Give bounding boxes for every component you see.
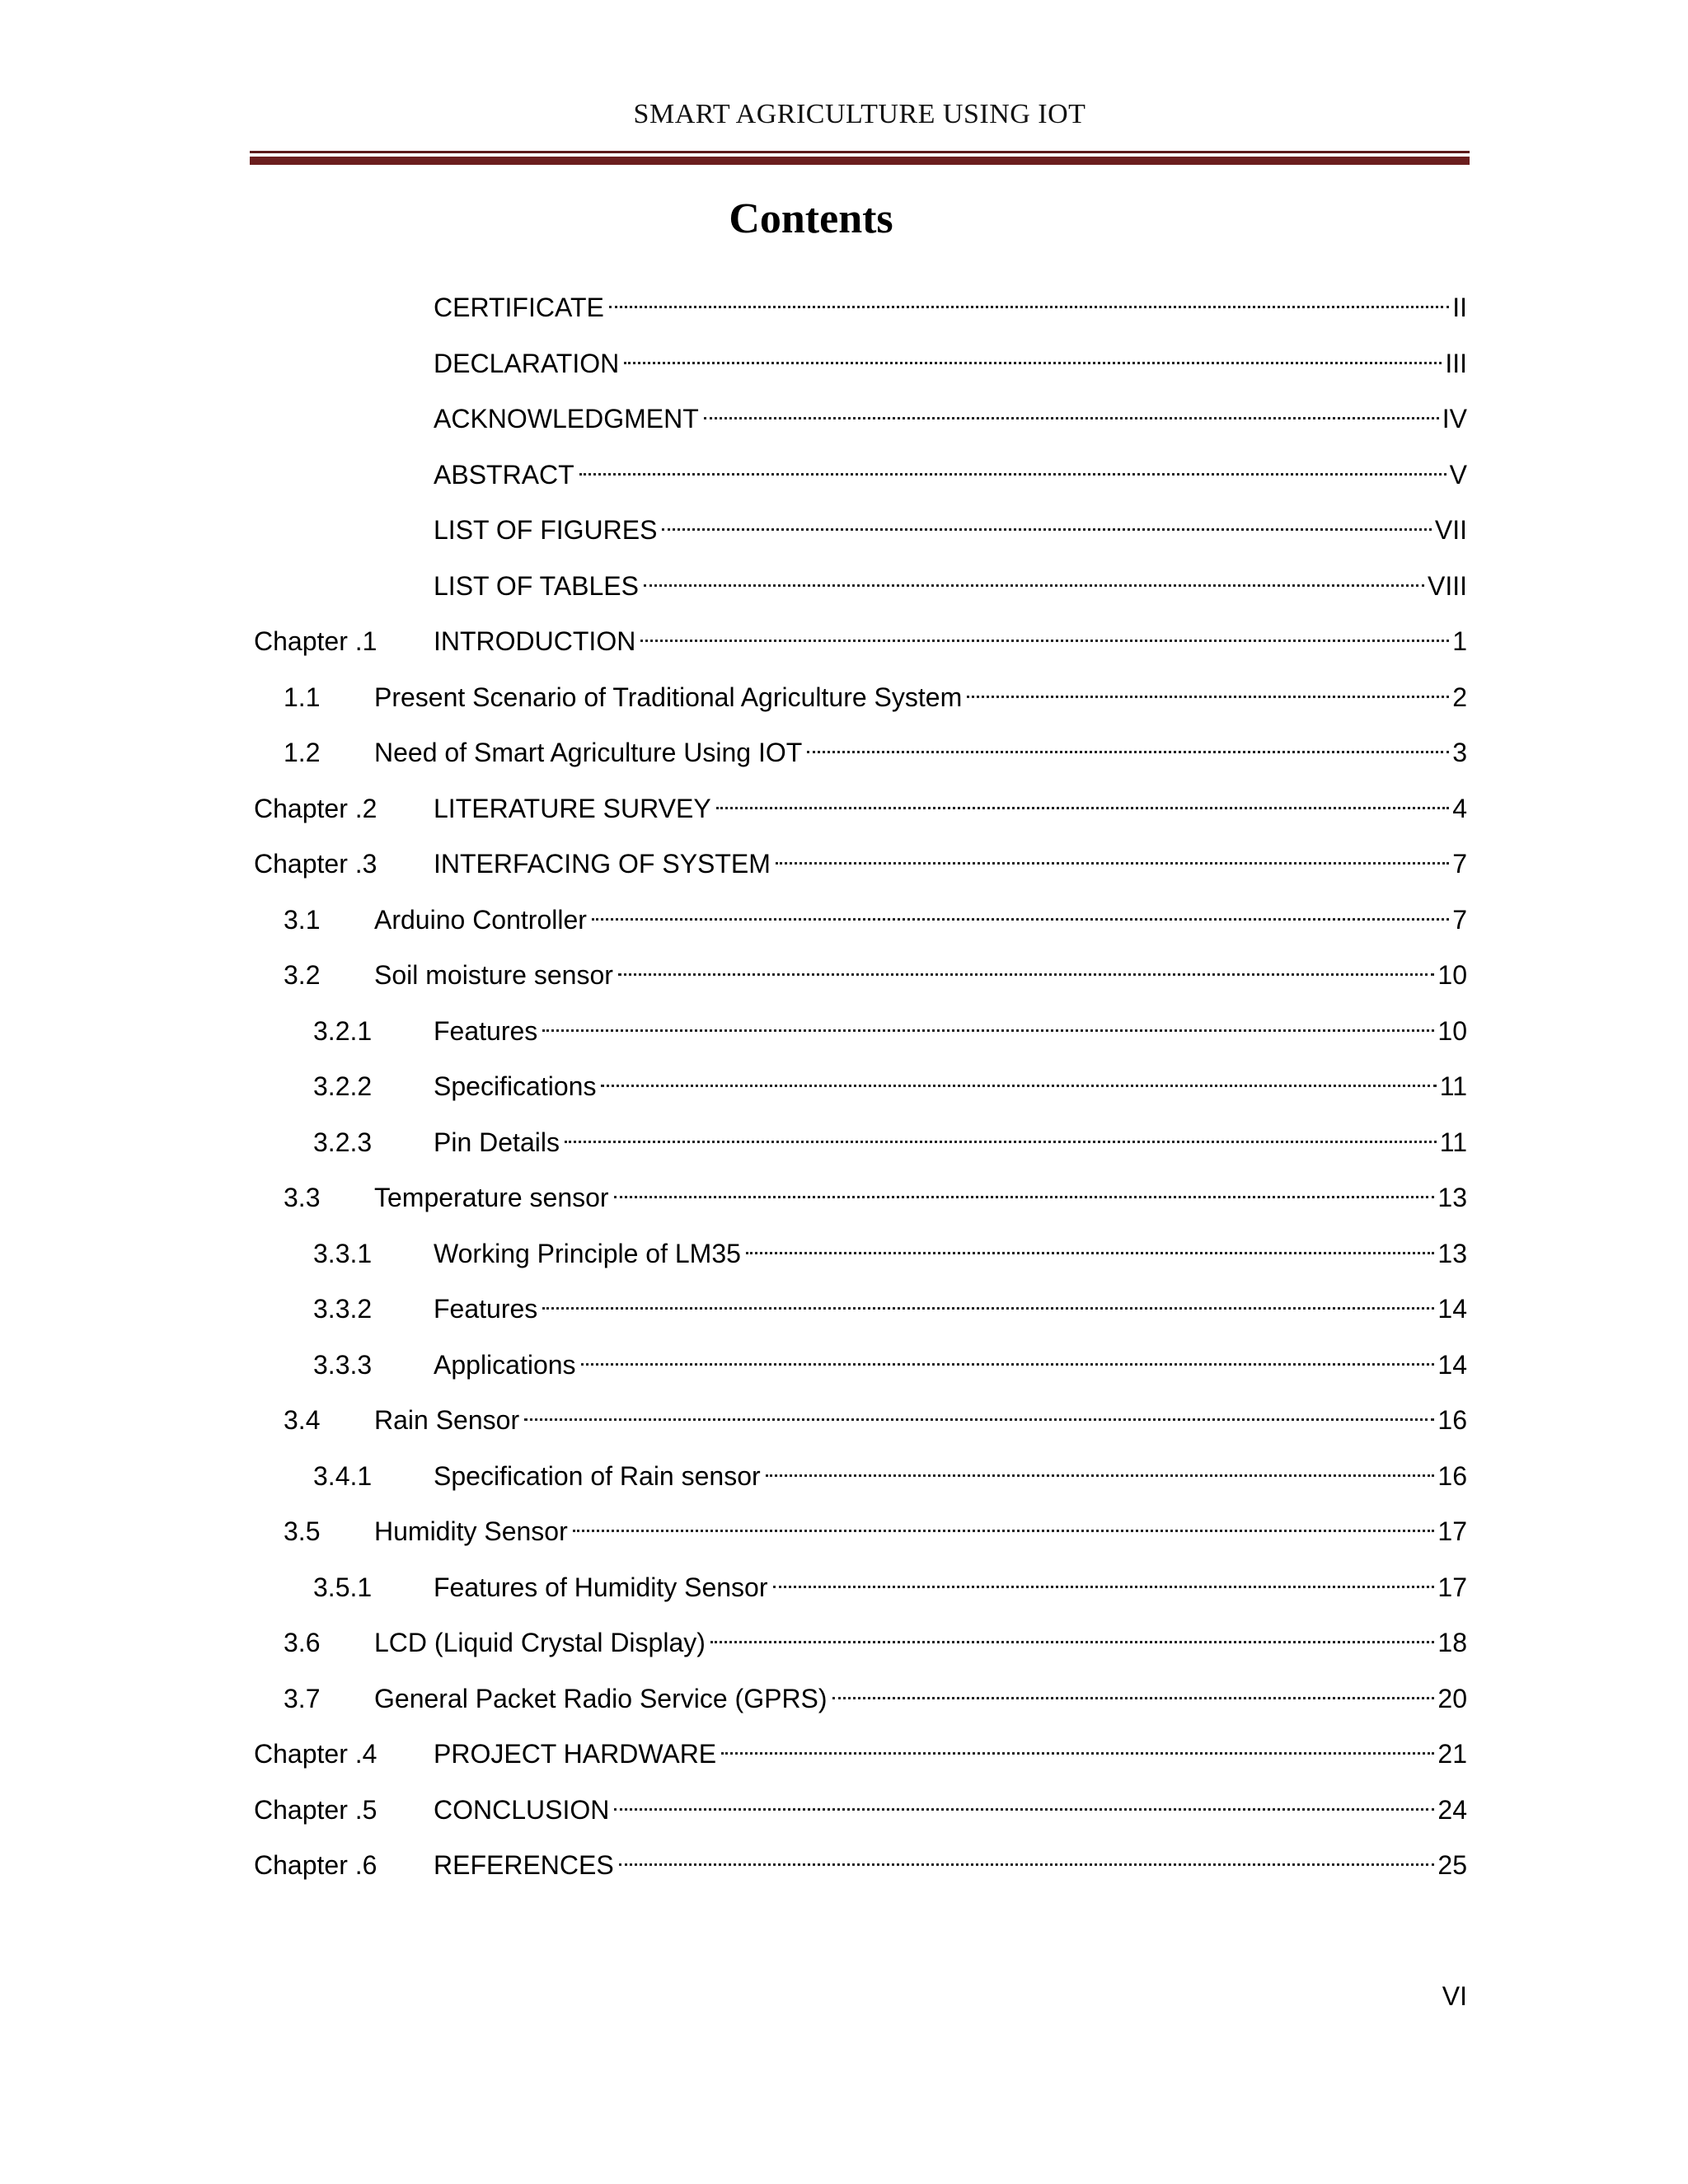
toc-entry-page: 14 (1437, 1349, 1467, 1380)
toc-dot-leader (773, 1558, 1435, 1596)
toc-entry-label: Soil moisture sensor (374, 960, 613, 990)
toc-entry-label: Arduino Controller (374, 904, 587, 935)
toc-entry[interactable] (254, 891, 1467, 947)
toc-dot-leader (746, 1225, 1435, 1263)
toc-dot-leader (542, 1002, 1434, 1040)
toc-dot-leader (618, 946, 1435, 984)
toc-entry-label: INTERFACING OF SYSTEM (434, 849, 771, 879)
toc-entry-label: Features (434, 1015, 538, 1046)
toc-entry-label: Applications (434, 1349, 576, 1380)
running-header: SMART AGRICULTURE USING IOT (633, 99, 1086, 129)
toc-entry-number: Chapter .4 (254, 1739, 377, 1769)
toc-dot-leader (662, 501, 1431, 539)
toc-entry[interactable] (254, 557, 1467, 613)
toc-entry-number: 3.2.1 (313, 1015, 373, 1046)
toc-entry[interactable] (254, 1670, 1467, 1726)
toc-entry[interactable] (254, 1169, 1467, 1225)
page-number: VI (1442, 1981, 1467, 2011)
toc-entry-label: Need of Smart Agriculture Using IOT (374, 738, 803, 767)
toc-dot-leader (579, 446, 1447, 484)
toc-entry-number: 3.4.1 (313, 1460, 373, 1491)
toc-entry-number: 3.2.3 (313, 1127, 373, 1157)
toc-dot-leader (573, 1502, 1435, 1540)
toc-dot-leader (601, 1057, 1436, 1095)
toc-entry[interactable] (254, 835, 1467, 891)
toc-dot-leader (716, 780, 1450, 818)
toc-entry-number: 3.5.1 (313, 1572, 373, 1602)
toc-entry-number: 3.4 (284, 1405, 321, 1435)
toc-entry-page: 4 (1452, 793, 1467, 823)
toc-entry-label: INTRODUCTION (434, 626, 636, 656)
toc-dot-leader (807, 724, 1449, 762)
toc-entry-label: Specifications (434, 1071, 597, 1101)
toc-entry-label: Present Scenario of Traditional Agriculture System (374, 682, 963, 712)
toc-entry-label: Features (434, 1294, 538, 1324)
toc-entry-page: 10 (1437, 1015, 1467, 1046)
toc-entry-label: LCD (Liquid Crystal Display) (374, 1628, 706, 1657)
toc-dot-leader (967, 668, 1449, 706)
toc-entry[interactable] (254, 612, 1467, 668)
header-rule-thin (250, 151, 1470, 153)
toc-entry-label: PROJECT HARDWARE (434, 1739, 717, 1769)
toc-entry-label: Pin Details (434, 1127, 560, 1157)
toc-entry-number: 3.5 (284, 1516, 321, 1546)
toc-entry-page: 13 (1437, 1238, 1467, 1268)
toc-entry-label: LIST OF TABLES (434, 570, 639, 601)
toc-entry[interactable] (254, 1057, 1467, 1113)
toc-entry-number: Chapter .1 (254, 626, 377, 656)
toc-entry-page: VII (1434, 515, 1467, 545)
toc-dot-leader (609, 279, 1449, 316)
toc-entry[interactable] (254, 1725, 1467, 1781)
toc-entry-label: Temperature sensor (374, 1183, 609, 1212)
toc-entry[interactable] (254, 1614, 1467, 1670)
toc-entry-page: 11 (1439, 1071, 1467, 1101)
toc-entry-page: 16 (1437, 1460, 1467, 1491)
toc-entry-label: DECLARATION (434, 348, 620, 378)
toc-dot-leader (542, 1280, 1434, 1318)
toc-entry[interactable] (254, 668, 1467, 724)
toc-entry-page: 17 (1437, 1516, 1467, 1546)
toc-entry[interactable] (254, 390, 1467, 446)
toc-entry-page: 13 (1437, 1183, 1467, 1212)
contents-title: Contents (729, 195, 893, 242)
toc-entry[interactable] (254, 1781, 1467, 1837)
header-rule-thick (250, 157, 1470, 165)
toc-entry-label: REFERENCES (434, 1850, 614, 1880)
toc-entry[interactable] (254, 780, 1467, 836)
toc-entry-page: 1 (1452, 626, 1467, 656)
toc-entry-number: 3.3 (284, 1183, 321, 1212)
toc-entry-page: II (1452, 293, 1467, 322)
toc-entry-label: ABSTRACT (434, 459, 574, 490)
toc-dot-leader (766, 1447, 1435, 1485)
toc-entry-page: 25 (1437, 1850, 1467, 1880)
toc-entry-label: Working Principle of LM35 (434, 1238, 741, 1268)
toc-entry-page: 24 (1437, 1794, 1467, 1825)
toc-entry-page: 18 (1437, 1628, 1467, 1657)
toc-entry[interactable] (254, 279, 1467, 335)
toc-entry[interactable] (254, 1836, 1467, 1892)
toc-dot-leader (776, 835, 1449, 873)
toc-dot-leader (581, 1336, 1435, 1374)
toc-entry-page: 16 (1437, 1405, 1467, 1435)
toc-entry[interactable] (254, 446, 1467, 502)
toc-entry-label: General Packet Radio Service (GPRS) (374, 1683, 828, 1713)
toc-entry[interactable] (254, 1336, 1467, 1392)
toc-entry[interactable] (254, 946, 1467, 1002)
toc-entry[interactable] (254, 501, 1467, 557)
toc-entry-page: VIII (1427, 570, 1467, 601)
toc-entry-label: Rain Sensor (374, 1405, 520, 1435)
toc-entry-page: 7 (1452, 849, 1467, 879)
toc-dot-leader (644, 557, 1424, 595)
toc-entry[interactable] (254, 1280, 1467, 1336)
toc-entry-number: 3.7 (284, 1683, 321, 1713)
toc-entry-number: 3.2.2 (313, 1071, 373, 1101)
toc-entry-number: Chapter .2 (254, 793, 377, 823)
toc-entry-page: V (1449, 459, 1467, 490)
toc-entry-page: 20 (1437, 1683, 1467, 1713)
toc-entry-number: 1.2 (284, 738, 321, 767)
toc-entry[interactable] (254, 1391, 1467, 1447)
toc-dot-leader (592, 891, 1449, 929)
toc-entry-number: Chapter .3 (254, 849, 377, 879)
toc-entry-page: 7 (1452, 904, 1467, 935)
toc-entry-label: LIST OF FIGURES (434, 515, 658, 545)
toc-entry[interactable] (254, 335, 1467, 391)
toc-entry-number: 3.3.3 (313, 1349, 373, 1380)
toc-entry-label: LITERATURE SURVEY (434, 793, 711, 823)
toc-entry-number: 3.3.2 (313, 1294, 373, 1324)
toc-entry[interactable] (254, 1002, 1467, 1058)
toc-entry-page: IV (1442, 404, 1467, 434)
toc-entry-label: Humidity Sensor (374, 1516, 568, 1546)
toc-dot-leader (524, 1391, 1434, 1429)
toc-dot-leader (721, 1725, 1434, 1763)
toc-entry[interactable] (254, 1502, 1467, 1558)
toc-entry-page: 3 (1452, 738, 1467, 767)
toc-entry-number: 3.1 (284, 904, 321, 935)
toc-entry[interactable] (254, 1225, 1467, 1281)
toc-dot-leader (710, 1614, 1435, 1652)
toc-dot-leader (614, 1781, 1434, 1819)
toc-dot-leader (704, 390, 1439, 428)
toc-entry-page: 21 (1437, 1739, 1467, 1769)
toc-entry[interactable] (254, 1447, 1467, 1503)
toc-entry-number: Chapter .5 (254, 1794, 377, 1825)
toc-entry-page: 2 (1452, 682, 1467, 712)
toc-entry-label: CERTIFICATE (434, 293, 604, 322)
toc-entry-number: 3.2 (284, 960, 321, 990)
toc-entry-page: 11 (1439, 1127, 1467, 1157)
toc-entry-label: Specification of Rain sensor (434, 1460, 761, 1491)
toc-entry-number: Chapter .6 (254, 1850, 377, 1880)
toc-entry-page: 10 (1437, 960, 1467, 990)
toc-entry-page: 14 (1437, 1294, 1467, 1324)
toc-dot-leader (565, 1113, 1437, 1151)
toc-dot-leader (619, 1836, 1435, 1874)
toc-entry-page: III (1445, 348, 1467, 378)
toc-entry-label: CONCLUSION (434, 1794, 610, 1825)
toc-entry-number: 3.3.1 (313, 1238, 373, 1268)
toc-entry-label: ACKNOWLEDGMENT (434, 404, 699, 434)
toc-dot-leader (640, 612, 1449, 650)
toc-entry-page: 17 (1437, 1572, 1467, 1602)
toc-dot-leader (832, 1670, 1435, 1708)
toc-entry[interactable] (254, 724, 1467, 780)
toc-entry-label: Features of Humidity Sensor (434, 1572, 768, 1602)
toc-entry-number: 1.1 (284, 682, 321, 712)
toc-entry[interactable] (254, 1113, 1467, 1169)
toc-entry-number: 3.6 (284, 1628, 321, 1657)
table-of-contents (254, 279, 1467, 1892)
toc-dot-leader (614, 1169, 1435, 1207)
toc-dot-leader (624, 335, 1442, 373)
toc-entry[interactable] (254, 1558, 1467, 1615)
